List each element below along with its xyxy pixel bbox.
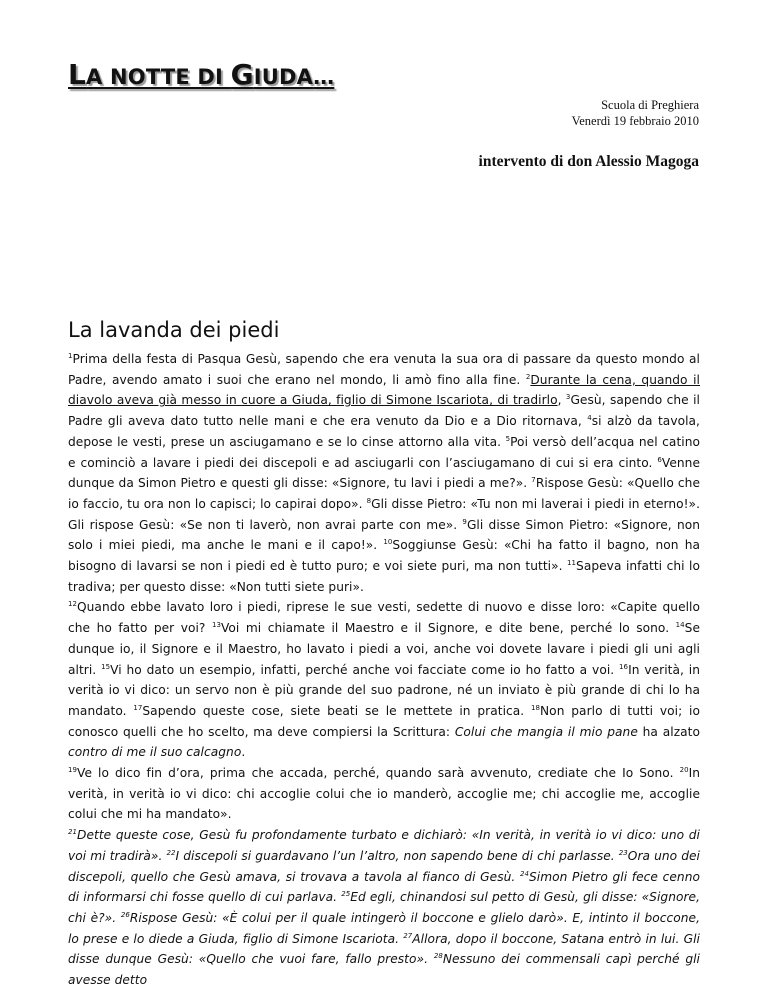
event-info — [572, 97, 699, 129]
verse-number: 21 — [68, 828, 78, 837]
verse-number: 3 — [565, 393, 571, 402]
verse-text: Non parlo di tutti voi; io conosco quelli che ho scelto, ma deve compiersi la Scrittura: — [68, 703, 700, 739]
scripture-quote: Colui che mangia il mio pane — [454, 724, 638, 739]
verse-text: Poi versò dell’acqua nel catino e cominciò a lavare i piedi dei discepoli e ad asciugarli con l’asciugamano di cui si era cinto. — [68, 434, 700, 470]
verse-number: 6 — [657, 455, 662, 464]
verse-text: Vi ho dato un esempio, infatti, perché anche voi facciate come io ho fatto a voi. — [110, 662, 620, 677]
verse-text: In verità, in verità io vi dico: chi accoglie colui che io manderò, accoglie me; chi accoglie me, accoglie colui che mi ha mandato». — [68, 766, 700, 822]
verse-number: 25 — [341, 890, 351, 899]
paragraph-1 — [68, 349, 700, 597]
event-name: Scuola di Preghiera — [601, 98, 699, 112]
event-date: Venerdì 19 febbraio 2010 — [571, 114, 699, 128]
paragraph-2 — [68, 597, 700, 763]
verse-text: Gli disse Pietro: «Tu non mi laverai i piedi in eterno!». Gli rispose Gesù: «Se non ti laverò, non avrai parte con me». — [68, 496, 700, 532]
verse-number: 14 — [675, 621, 685, 630]
verse-number: 18 — [531, 703, 541, 712]
verse-number: 24 — [519, 869, 529, 878]
verse-text: , — [557, 393, 566, 408]
verse-number: 26 — [120, 910, 130, 919]
verse-number: 20 — [679, 766, 689, 775]
verse-number: 12 — [68, 600, 78, 609]
verse-number: 22 — [166, 848, 176, 857]
verse-number: 23 — [618, 848, 628, 857]
verse-number: 5 — [505, 434, 511, 443]
verse-text: Gesù, sapendo che il Padre gli aveva dato tutto nelle mani e che era venuto da Dio e a Dio ritornava, — [68, 393, 700, 429]
verse-text: Ve lo dico fin d’ora, prima che accada, perché, quando sarà avvenuto, crediate che Io Sono. — [77, 766, 680, 781]
verse-text: Quando ebbe lavato loro i piedi, riprese le sue vesti, sedette di nuovo e disse loro: «Capite quello che ho fatto per voi? — [68, 600, 700, 636]
verse-text: Ed egli, chinandosi sul petto di Gesù, gli disse: «Signore, chi è?». — [68, 890, 701, 925]
verse-text: Se dunque io, il Signore e il Maestro, ho lavato i piedi a voi, anche voi dovete lavare i piedi gli uni agli altri. — [68, 621, 700, 677]
verse-text: Simon Pietro gli fece cenno di informarsi chi fosse quello di cui parlava. — [68, 869, 700, 905]
verse-text: Voi mi chiamate il Maestro e il Signore, e dite bene, perché lo sono. — [220, 621, 676, 636]
scripture-text — [68, 349, 700, 991]
verse-number: 10 — [383, 538, 393, 547]
verse-text: Gli disse Simon Pietro: «Signore, non solo i miei piedi, ma anche le mani e il capo!». — [68, 517, 701, 553]
speaker-byline: intervento di don Alessio Magoga — [478, 153, 699, 170]
verse-text: Sapendo queste cose, siete beati se le mettete in pratica. — [142, 703, 531, 718]
verse-number: 4 — [587, 414, 592, 423]
verse-text: Rispose Gesù: «Quello che io faccio, tu ora non lo capisci; lo capirai dopo». — [68, 476, 700, 511]
verse-number: 19 — [68, 766, 78, 775]
verse-number: 2 — [525, 372, 531, 381]
verse-text: Allora, dopo il boccone, Satana entrò in lui. Gli disse dunque Gesù: «Quello che vuoi fare, fallo presto». — [68, 931, 700, 967]
title-initial-l: L — [68, 58, 87, 91]
scripture-quote: contro di me il suo calcagno — [68, 745, 242, 760]
verse-number: 13 — [211, 621, 221, 630]
verse-number: 7 — [531, 476, 536, 485]
verse-number: 15 — [101, 662, 111, 671]
verse-text: Soggiunse Gesù: «Chi ha fatto il bagno, non ha bisogno di lavarsi se non i piedi ed è tutto puro; e voi siete puri, ma non tutti». — [68, 538, 700, 574]
verse-number: 27 — [403, 931, 413, 940]
verse-number: 8 — [366, 496, 372, 505]
title-initial-g: G — [230, 58, 254, 91]
verse-text: Ora uno dei discepoli, quello che Gesù amava, si trovava a tavola al fianco di Gesù. — [68, 848, 700, 884]
verse-number: 1 — [68, 352, 73, 360]
verse-text: ha alzato — [637, 724, 700, 739]
title-part-giuda: IUDA — [253, 65, 314, 89]
paragraph-4 — [68, 825, 700, 991]
verse-number: 11 — [567, 559, 577, 568]
paragraph-3 — [68, 763, 700, 825]
verse-text: Rispose Gesù: «È colui per il quale intingerò il boccone e glielo darò». E, intinto il boccone, lo prese e lo diede a Giuda, figlio di Simone Iscariota. — [68, 910, 700, 946]
verse-text: In verità, in verità io vi dico: un servo non è più grande del suo padrone, né un inviato è più grande di chi lo ha mandato. — [68, 662, 700, 718]
verse-text-underlined: Durante la cena, quando il diavolo aveva già messo in cuore a Giuda, figlio di Simone Iscariota, di tradirlo — [68, 372, 700, 408]
verse-number: 9 — [462, 517, 467, 526]
document-title — [68, 58, 334, 91]
title-ellipsis: … — [313, 65, 335, 89]
verse-number: 16 — [619, 662, 629, 671]
verse-text: I discepoli si guardavano l’un l’altro, non sapendo bene di chi parlasse. — [175, 848, 619, 863]
verse-text: Venne dunque da Simon Pietro e questi gli disse: «Signore, tu lavi i piedi a me?». — [68, 455, 700, 491]
verse-text: Prima della festa di Pasqua Gesù, sapendo che era venuta la sua ora di passare da questo mondo al Padre, avendo amato i suoi che erano nel mondo, li amò fino alla fine. — [68, 352, 700, 387]
title-part-notte: A NOTTE DI — [86, 65, 231, 89]
verse-text: Dette queste cose, Gesù fu profondamente turbato e dichiarò: «In verità, in verità io vi dico: uno di voi mi tradirà». — [68, 828, 700, 863]
verse-text: Nessuno dei commensali capì perché gli avesse detto — [68, 952, 700, 988]
section-heading: La lavanda dei piedi — [68, 318, 280, 342]
verse-number: 28 — [433, 952, 443, 961]
verse-text: si alzò da tavola, depose le vesti, prese un asciugamano e se lo cinse attorno alla vita. — [68, 414, 700, 449]
verse-text: Sapeva infatti chi lo tradiva; per questo disse: «Non tutti siete puri». — [68, 559, 700, 594]
verse-number: 17 — [133, 703, 143, 712]
verse-text: . — [241, 745, 246, 760]
